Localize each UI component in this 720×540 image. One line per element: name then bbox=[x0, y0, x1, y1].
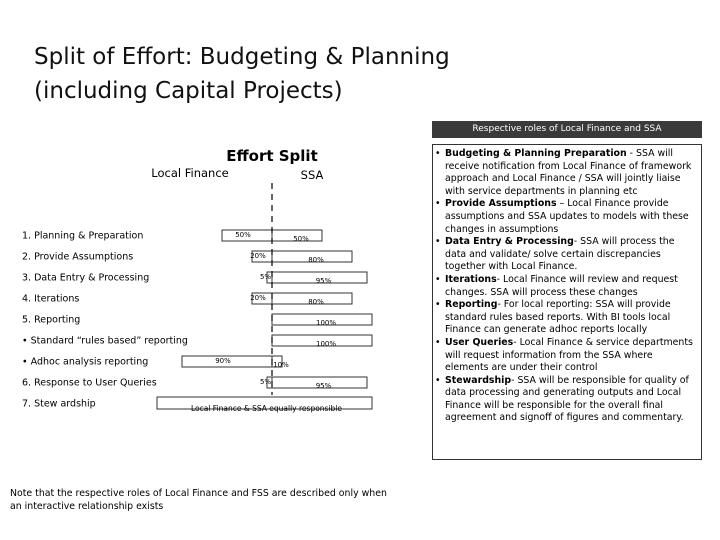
category-label: 1. Planning & Preparation bbox=[22, 230, 144, 242]
ssa-value: 100% bbox=[315, 340, 337, 348]
role-text: – Local Finance provide assumptions and SSA updates to models with these changes in assumptions bbox=[445, 198, 689, 235]
category-label: 2. Provide Assumptions bbox=[22, 251, 134, 263]
role-item bbox=[435, 198, 698, 236]
bullet-icon: • bbox=[435, 299, 441, 311]
ssa-value: 50% bbox=[293, 235, 309, 243]
category-label: 6. Response to User Queries bbox=[22, 377, 157, 389]
role-key: Reporting bbox=[445, 299, 498, 311]
bullet-icon: • bbox=[435, 336, 441, 348]
chart-title: Effort Split bbox=[226, 147, 318, 165]
category-label: • Standard “rules based” reporting bbox=[22, 335, 188, 347]
role-text: - For local reporting: SSA will provide standard rules based reports. With BI tools local Finance can generate adhoc reports locally bbox=[445, 299, 671, 336]
role-item bbox=[435, 375, 698, 425]
roles-list bbox=[435, 148, 698, 425]
role-text: - SSA will receive notification from Local Finance of framework approach and Local Finance / SSA will jointly liaise with service departments in planning etc bbox=[445, 148, 692, 197]
left-party-label: Local Finance bbox=[151, 166, 229, 180]
role-item bbox=[435, 148, 698, 198]
ssa-value: 80% bbox=[308, 256, 324, 264]
ssa-value: 100% bbox=[315, 319, 337, 327]
bullet-icon: • bbox=[435, 273, 441, 285]
role-text: - SSA will process the data and validate/ solve certain discrepancies together with Local Finance. bbox=[445, 236, 675, 273]
role-item bbox=[435, 274, 698, 299]
role-item bbox=[435, 337, 698, 375]
bullet-icon: • bbox=[435, 148, 441, 159]
role-key: Stewardship bbox=[445, 374, 512, 386]
role-key: Provide Assumptions bbox=[445, 198, 557, 210]
ssa-value: 95% bbox=[315, 382, 332, 390]
role-key: Iterations bbox=[445, 273, 497, 285]
roles-panel-header: Respective roles of Local Finance and SSA bbox=[432, 121, 702, 138]
local-finance-value: 5% bbox=[259, 273, 272, 281]
category-label: 7. Stew ardship bbox=[22, 398, 96, 410]
local-finance-value: 20% bbox=[250, 252, 266, 260]
local-finance-value: 90% bbox=[215, 357, 231, 365]
local-finance-value: 20% bbox=[250, 294, 266, 302]
category-label: 4. Iterations bbox=[22, 293, 80, 305]
footnote: Note that the respective roles of Local Finance and FSS are described only when an interactive relationship exists bbox=[10, 488, 387, 512]
title-line-1: Split of Effort: Budgeting & Planning bbox=[34, 44, 450, 70]
local-finance-value: 5% bbox=[259, 378, 272, 386]
role-text: - SSA will be responsible for quality of data processing and generating outputs and Local Finance will be responsible for the overall final agreement and signoff of figures and commentary. bbox=[445, 374, 689, 424]
category-label: 3. Data Entry & Processing bbox=[22, 272, 150, 284]
local-finance-value: 50% bbox=[235, 231, 251, 239]
role-key: Budgeting & Planning Preparation bbox=[445, 148, 627, 159]
shared-span-label: Local Finance & SSA equally responsible bbox=[190, 404, 343, 413]
bullet-icon: • bbox=[435, 198, 441, 210]
ssa-value: 80% bbox=[308, 298, 324, 306]
role-item bbox=[435, 236, 698, 274]
role-text: - Local Finance will review and request changes. SSA will process these changes bbox=[445, 273, 678, 298]
ssa-value: 95% bbox=[315, 277, 332, 285]
role-key: Data Entry & Processing bbox=[445, 236, 574, 248]
bullet-icon: • bbox=[435, 374, 441, 386]
chart-marks bbox=[22, 183, 372, 413]
ssa-value: 10% bbox=[273, 361, 289, 369]
role-text: - Local Finance & service departments will request information from the SSA where elements are under their control bbox=[445, 336, 693, 374]
right-party-label: SSA bbox=[300, 168, 324, 182]
role-item bbox=[435, 299, 698, 337]
category-label: • Adhoc analysis reporting bbox=[22, 356, 149, 368]
role-key: User Queries bbox=[445, 336, 514, 348]
roles-panel bbox=[432, 144, 702, 460]
category-label: 5. Reporting bbox=[22, 314, 81, 326]
title-line-2: (including Capital Projects) bbox=[34, 78, 343, 104]
bullet-icon: • bbox=[435, 236, 441, 248]
